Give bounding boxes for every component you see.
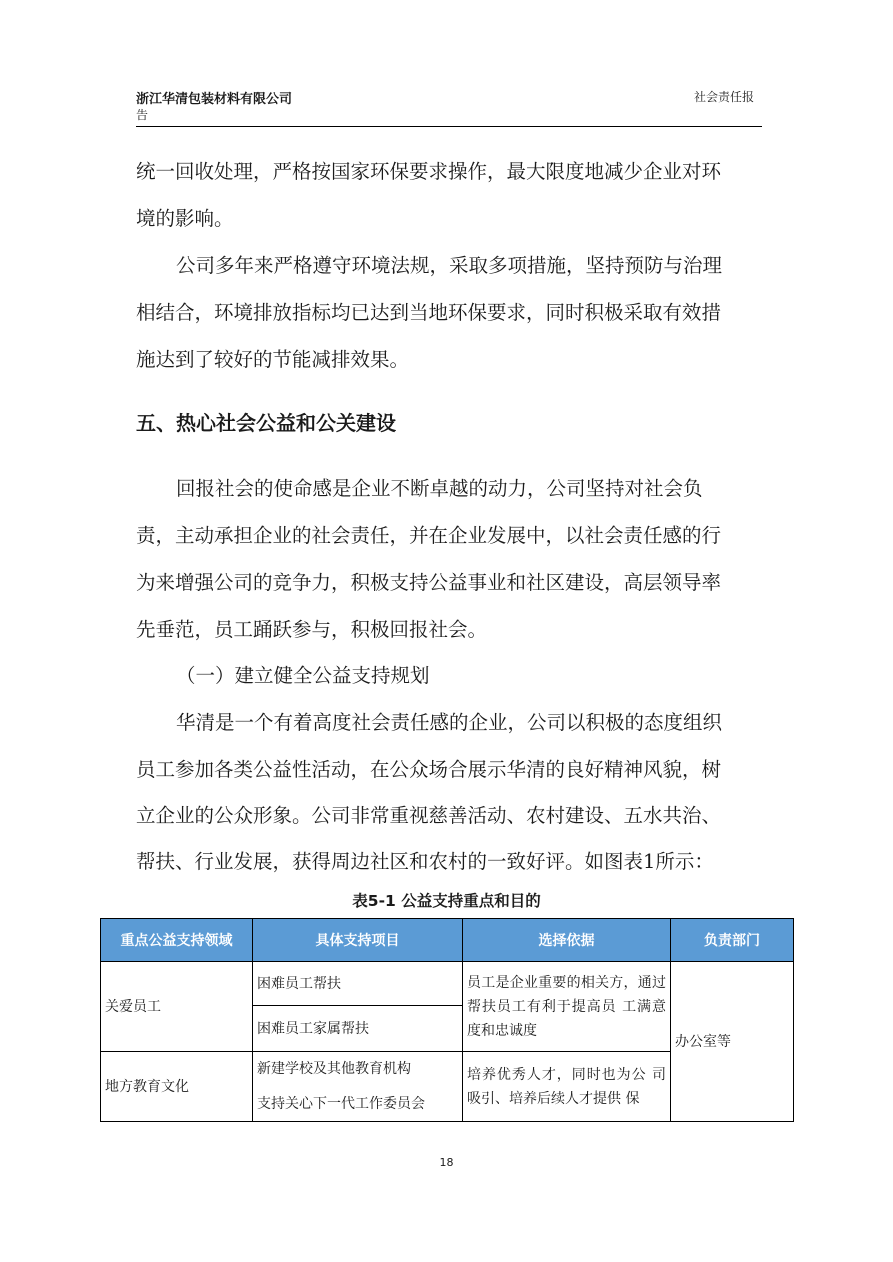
item-cell: 支持关心下一代工作委员会 [253,1087,463,1122]
paragraph-line: 施达到了较好的节能减排效果。 [136,348,410,371]
section-heading: 五、热心社会公益和公关建设 [136,411,396,435]
paragraph-line: 统一回收处理，严格按国家环保要求操作，最大限度地减少企业对环 [136,160,722,183]
header-cell: 重点公益支持领域 [101,919,253,962]
paragraph-line: 先垂范，员工踊跃参与，积极回报社会。 [136,618,488,641]
paragraph-line: 为来增强公司的竞争力，积极支持公益事业和社区建设，高层领导率 [136,571,722,594]
paragraph-line: 责，主动承担企业的社会责任，并在企业发展中，以社会责任感的行 [136,524,722,547]
basis-cell: 培养优秀人才，同时也为公 司吸引、培养后续人才提供 保 [463,1052,671,1122]
support-table [100,918,794,1122]
paragraph-line: 立企业的公众形象。公司非常重视慈善活动、农村建设、五水共治、 [136,804,722,827]
paragraph-line: 帮扶、行业发展，获得周边社区和农村的一致好评。如图表1所示： [136,850,714,873]
paragraph-line: 员工参加各类公益性活动，在公众场合展示华清的良好精神风貌，树 [136,758,722,781]
subsection-heading: （一）建立健全公益支持规划 [176,664,430,687]
header-company-cont: 告 [136,108,149,122]
table-row [101,962,794,1006]
item-cell: 困难员工家属帮扶 [253,1006,463,1052]
area-cell: 关爱员工 [101,962,253,1052]
basis-cell: 员工是企业重要的相关方，通过帮扶员工有利于提高员 工满意度和忠诚度 [463,962,671,1052]
paragraph-line: 境的影响。 [136,207,234,230]
header-report-title: 社会责任报 [693,90,754,104]
paragraph-line: 回报社会的使命感是企业不断卓越的动力，公司坚持对社会负 [176,477,703,500]
item-cell: 新建学校及其他教育机构 [253,1052,463,1087]
header-company: 浙江华清包装材料有限公司 [136,92,293,107]
table-caption: 表5-1 公益支持重点和目的 [352,892,541,910]
table-header-row [101,919,794,962]
area-cell: 地方教育文化 [101,1052,253,1122]
header-cell: 具体支持项目 [253,919,463,962]
page-header [136,86,762,127]
item-cell: 困难员工帮扶 [253,962,463,1006]
header-cell: 负责部门 [671,919,794,962]
paragraph-line: 华清是一个有着高度社会责任感的企业，公司以积极的态度组织 [176,711,723,734]
header-cell: 选择依据 [463,919,671,962]
page-number: 18 [439,1156,454,1169]
dept-cell: 办公室等 [671,962,794,1122]
paragraph-line: 公司多年来严格遵守环境法规，采取多项措施，坚持预防与治理 [176,254,723,277]
paragraph-line: 相结合，环境排放指标均已达到当地环保要求，同时积极采取有效措 [136,301,722,324]
